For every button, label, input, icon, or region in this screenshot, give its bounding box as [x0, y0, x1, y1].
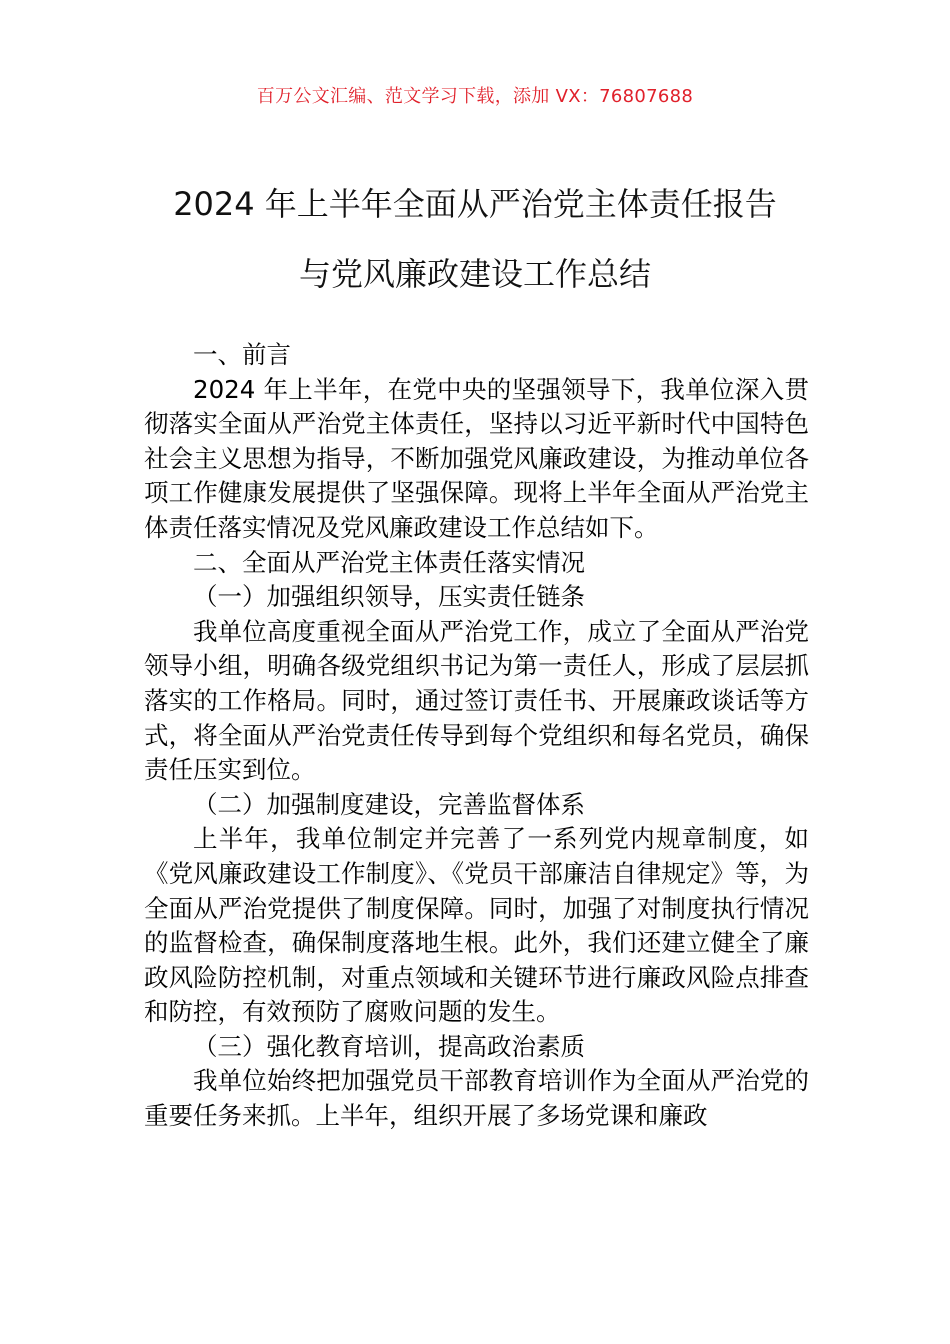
document-title-line-1: 2024 年上半年全面从严治党主体责任报告	[173, 185, 777, 223]
paragraph-leadership: 我单位高度重视全面从严治党工作，成立了全面从严治党领导小组，明确各级党组织书记为第一责任人，形成了层层抓落实的工作格局。同时，通过签订责任书、开展廉政谈话等方式，将全面从严治党责任传导到每个党组织和每名党员，确保责任压实到位。	[144, 616, 809, 785]
document-title-line-2: 与党风廉政建设工作总结	[298, 255, 651, 293]
subsection-heading-training: （三）强化教育培训，提高政治素质	[193, 1031, 585, 1061]
section-heading-preface: 一、前言	[193, 340, 291, 369]
watermark-banner: 百万公文汇编、范文学习下载，添加 VX：76807688	[256, 86, 694, 107]
section-heading-implementation: 二、全面从严治党主体责任落实情况	[193, 547, 585, 577]
subsection-heading-leadership: （一）加强组织领导，压实责任链条	[193, 582, 585, 612]
document-body	[144, 338, 809, 1134]
paragraph-training: 我单位始终把加强党员干部教育培训作为全面从严治党的重要任务来抓。上半年，组织开展了多场党课和廉政	[144, 1066, 809, 1131]
paragraph-preface: 2024 年上半年，在党中央的坚强领导下，我单位深入贯彻落实全面从严治党主体责任，坚持以习近平新时代中国特色社会主义思想为指导，不断加强党风廉政建设，为推动单位各项工作健康发展提供了坚强保障。现将上半年全面从严治党主体责任落实情况及党风廉政建设工作总结如下。	[144, 374, 809, 542]
subsection-heading-system: （二）加强制度建设，完善监督体系	[193, 789, 585, 819]
paragraph-system: 上半年，我单位制定并完善了一系列党内规章制度，如《党风廉政建设工作制度》、《党员干部廉洁自律规定》等，为全面从严治党提供了制度保障。同时，加强了对制度执行情况的监督检查，确保制度落地生根。此外，我们还建立健全了廉政风险防控机制，对重点领域和关键环节进行廉政风险点排查和防控，有效预防了腐败问题的发生。	[144, 824, 809, 1027]
